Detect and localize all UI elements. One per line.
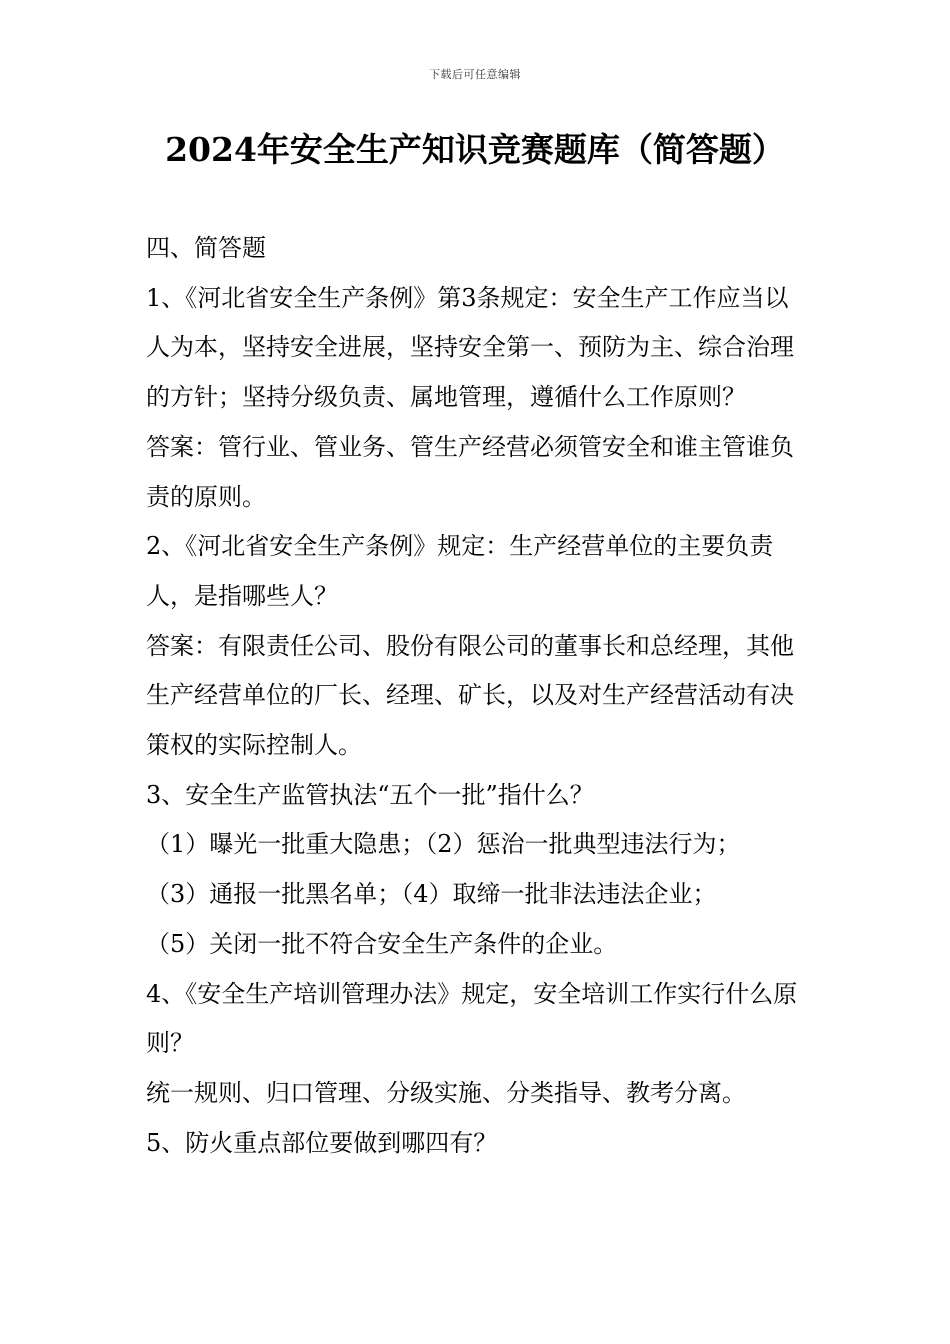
question-3: 3、安全生产监管执法“五个一批”指什么？ (146, 780, 594, 809)
question-5: 5、防火重点部位要做到哪四有？ (146, 1128, 498, 1157)
answer-2: 答案：有限责任公司、股份有限公司的董事长和总经理，其他生产经营单位的厂长、经理、矿长，以及对生产经营活动有决策权的实际控制人。 (146, 631, 794, 760)
section-heading: 四、简答题 (146, 234, 266, 262)
answer-3-line-3: （5）关闭一批不符合安全生产条件的企业。 (146, 929, 618, 958)
answer-1: 答案：管行业、管业务、管生产经营必须管安全和谁主管谁负责的原则。 (146, 432, 794, 511)
header-note: 下载后可任意编辑 (429, 68, 521, 81)
document-title: 2024年安全生产知识竞赛题库（简答题） (165, 130, 785, 169)
question-2: 2、《河北省安全生产条例》规定：生产经营单位的主要负责人，是指哪些人？ (146, 532, 774, 610)
answer-4: 统一规则、归口管理、分级实施、分类指导、教考分离。 (146, 1078, 746, 1107)
answer-3-line-2: （3）通报一批黑名单；（4）取缔一批非法违法企业； (146, 880, 717, 909)
answer-3-line-1: （1）曝光一批重大隐患；（2）惩治一批典型违法行为； (146, 830, 741, 859)
document-body (146, 224, 810, 1168)
question-4: 4、《安全生产培训管理办法》规定，安全培训工作实行什么原则？ (146, 979, 798, 1058)
question-1: 1、《河北省安全生产条例》第3条规定：安全生产工作应当以人为本，坚持安全进展，坚持安全第一、预防为主、综合治理的方针；坚持分级负责、属地管理，遵循什么工作原则？ (146, 283, 794, 412)
